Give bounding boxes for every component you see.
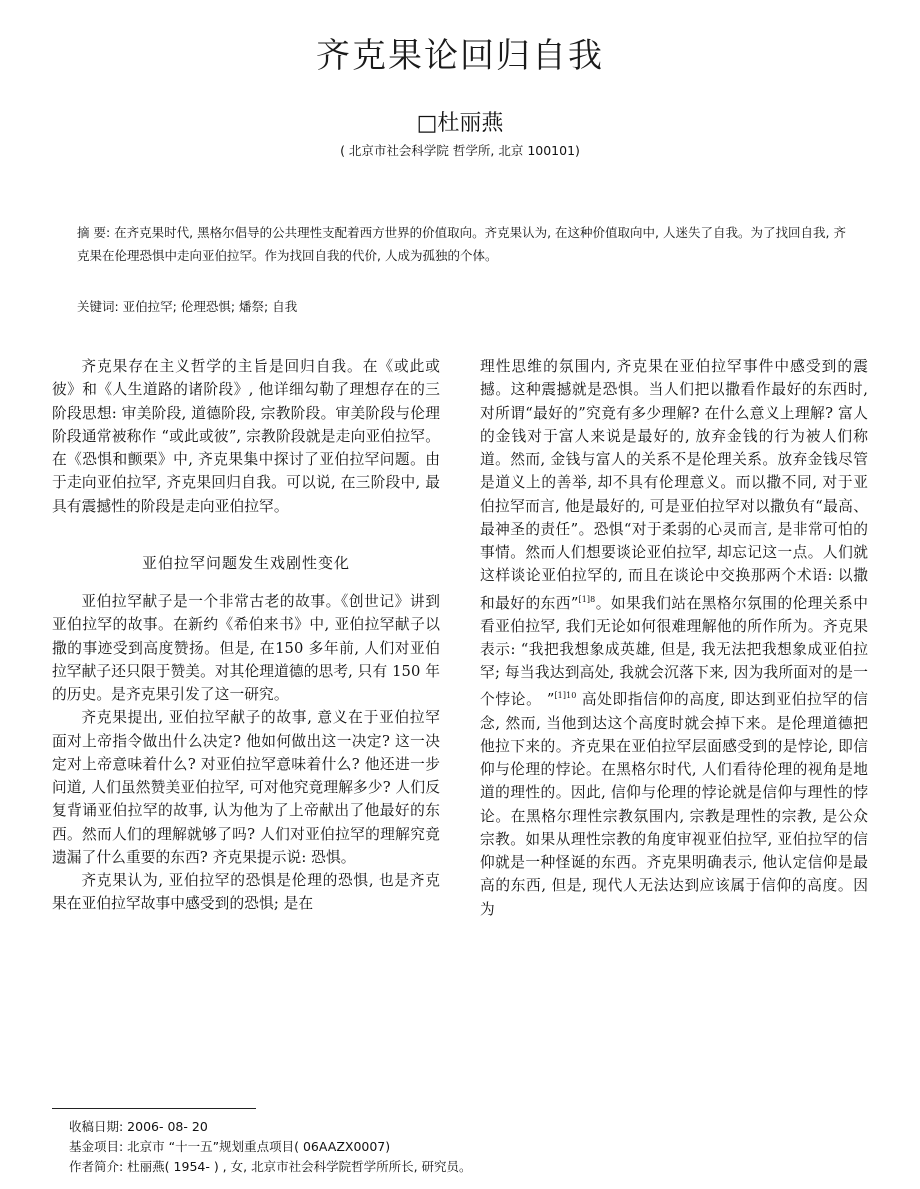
body-paragraph: 亚伯拉罕献子是一个非常古老的故事。《创世记》讲到亚伯拉罕的故事。在新约《希伯来书》中, 亚伯拉罕献子以撒的事迹受到高度赞扬。但是, 在150 多年前, 人们对亚伯拉罕献子还只限于赞美。对其伦理道德的思考, 只有 150 年的历史。是齐克果引发了这一研究。 — [52, 593, 440, 703]
footnotes — [69, 1117, 849, 1177]
citation-ref: [1]8 — [578, 594, 596, 604]
body-text: 。如果我们站在黑格尔氛围的伦理关系中看亚伯拉罕, 我们无论如何很难理解他的所作所为。齐克果表示: “我把我想象成英雄, 但是, 我无法把我想象成亚伯拉罕; 每当我达到高处, 我就会沉落下来, 因为我所面对的是一个悖论。 ” — [480, 594, 868, 709]
page-title: 齐克果论回归自我 — [316, 36, 604, 76]
author-bio: 作者简介: 杜丽燕( 1954- ) , 女, 北京市社会科学院哲学所所长, 研究员。 — [69, 1159, 472, 1174]
body-column-left — [52, 355, 440, 916]
body-column-right — [480, 355, 868, 921]
intro-paragraph: 齐克果存在主义哲学的主旨是回归自我。在《或此或彼》和《人生道路的诸阶段》, 他详细勾勒了理想存在的三阶段思想: 审美阶段, 道德阶段, 宗教阶段。审美阶段与伦理阶段通常被称作 “或此或彼”, 宗教阶段就是走向亚伯拉罕。在《恐惧和颤栗》中, 齐克果集中探讨了亚伯拉罕问题。由于走向亚伯拉罕, 齐克果回归自我。可以说, 在三阶段中, 最具有震撼性的阶段是走向亚伯拉罕。 — [52, 358, 440, 515]
received-date: 收稿日期: 2006- 08- 20 — [69, 1119, 208, 1134]
body-paragraph: 齐克果提出, 亚伯拉罕献子的故事, 意义在于亚伯拉罕面对上帝指令做出什么决定? 他如何做出这一决定? 这一决定对上帝意味着什么? 对亚伯拉罕意味着什么? 他还进一步问道, 人们虽然赞美亚伯拉罕, 可对他究竟理解多少? 人们反复背诵亚伯拉罕的故事, 认为他为了上帝献出了他最好的东西。然而人们的理解就够了吗? 人们对亚伯拉罕的理解究竟遗漏了什么重要的东西? 齐克果提示说: 恐惧。 — [52, 709, 440, 866]
body-paragraph: 齐克果认为, 亚伯拉罕的恐惧是伦理的恐惧, 也是齐克果在亚伯拉罕故事中感受到的恐惧; 是在 — [52, 872, 440, 913]
author-name: □杜丽燕 — [416, 111, 504, 136]
body-text: 理性思维的氛围内, 齐克果在亚伯拉罕事件中感受到的震撼。这种震撼就是恐惧。当人们把以撒看作最好的东西时, 对所谓“最好的”究竟有多少理解? 在什么意义上理解? 富人的金钱对于富人来说是最好的, 放弃金钱的行为被人们称道。然而, 金钱与富人的关系不是伦理关系。放弃金钱尽管是道义上的善举, 却不具有伦理意义。而以撒不同, 对于亚伯拉罕而言, 他是最好的, 可是亚伯拉罕对以撒负有“最高、最神圣的责任”。恐惧“对于柔弱的心灵而言, 是非常可怕的事情。然而人们想要谈论亚伯拉罕, 却忘记这一点。人们就这样谈论亚伯拉罕的, 而且在谈论中交换那两个术语: 以撒和最好的东西” — [480, 358, 868, 612]
fund-project: 基金项目: 北京市 “十一五”规划重点项目( 06AAZX0007) — [69, 1139, 391, 1154]
abstract: 摘 要: 在齐克果时代, 黑格尔倡导的公共理性支配着西方世界的价值取向。齐克果认为, 在这种价值取向中, 人迷失了自我。为了找回自我, 齐克果在伦理恐惧中走向亚伯拉罕。作为找回自我的代价, 人成为孤独的个体。 — [77, 225, 846, 263]
author-affiliation: ( 北京市社会科学院 哲学所, 北京 100101) — [340, 143, 580, 158]
footnote-divider — [52, 1108, 256, 1109]
section-heading: 亚伯拉罕问题发生戏剧性变化 — [141, 553, 350, 572]
citation-ref: [1]10 — [554, 691, 577, 701]
keywords: 关键词: 亚伯拉罕; 伦理恐惧; 燔祭; 自我 — [77, 299, 298, 314]
body-text: 高处即指信仰的高度, 即达到亚伯拉罕的信念, 然而, 当他到达这个高度时就会掉下来。是伦理道德把他拉下来的。齐克果在亚伯拉罕层面感受到的是悖论, 即信仰与伦理的悖论。在黑格尔时代, 人们看待伦理的视角是地道的理性的。因此, 信仰与伦理的悖论就是信仰与理性的悖论。在黑格尔理性宗教氛围内, 宗教是理性的宗教, 是公众宗教。如果从理性宗教的角度审视亚伯拉罕, 亚伯拉罕的信仰就是一种怪诞的东西。齐克果明确表示, 他认定信仰是最高的东西, 但是, 现代人无法达到应该属于信仰的高度。因为 — [480, 691, 869, 918]
body-paragraph-continued — [480, 355, 868, 921]
